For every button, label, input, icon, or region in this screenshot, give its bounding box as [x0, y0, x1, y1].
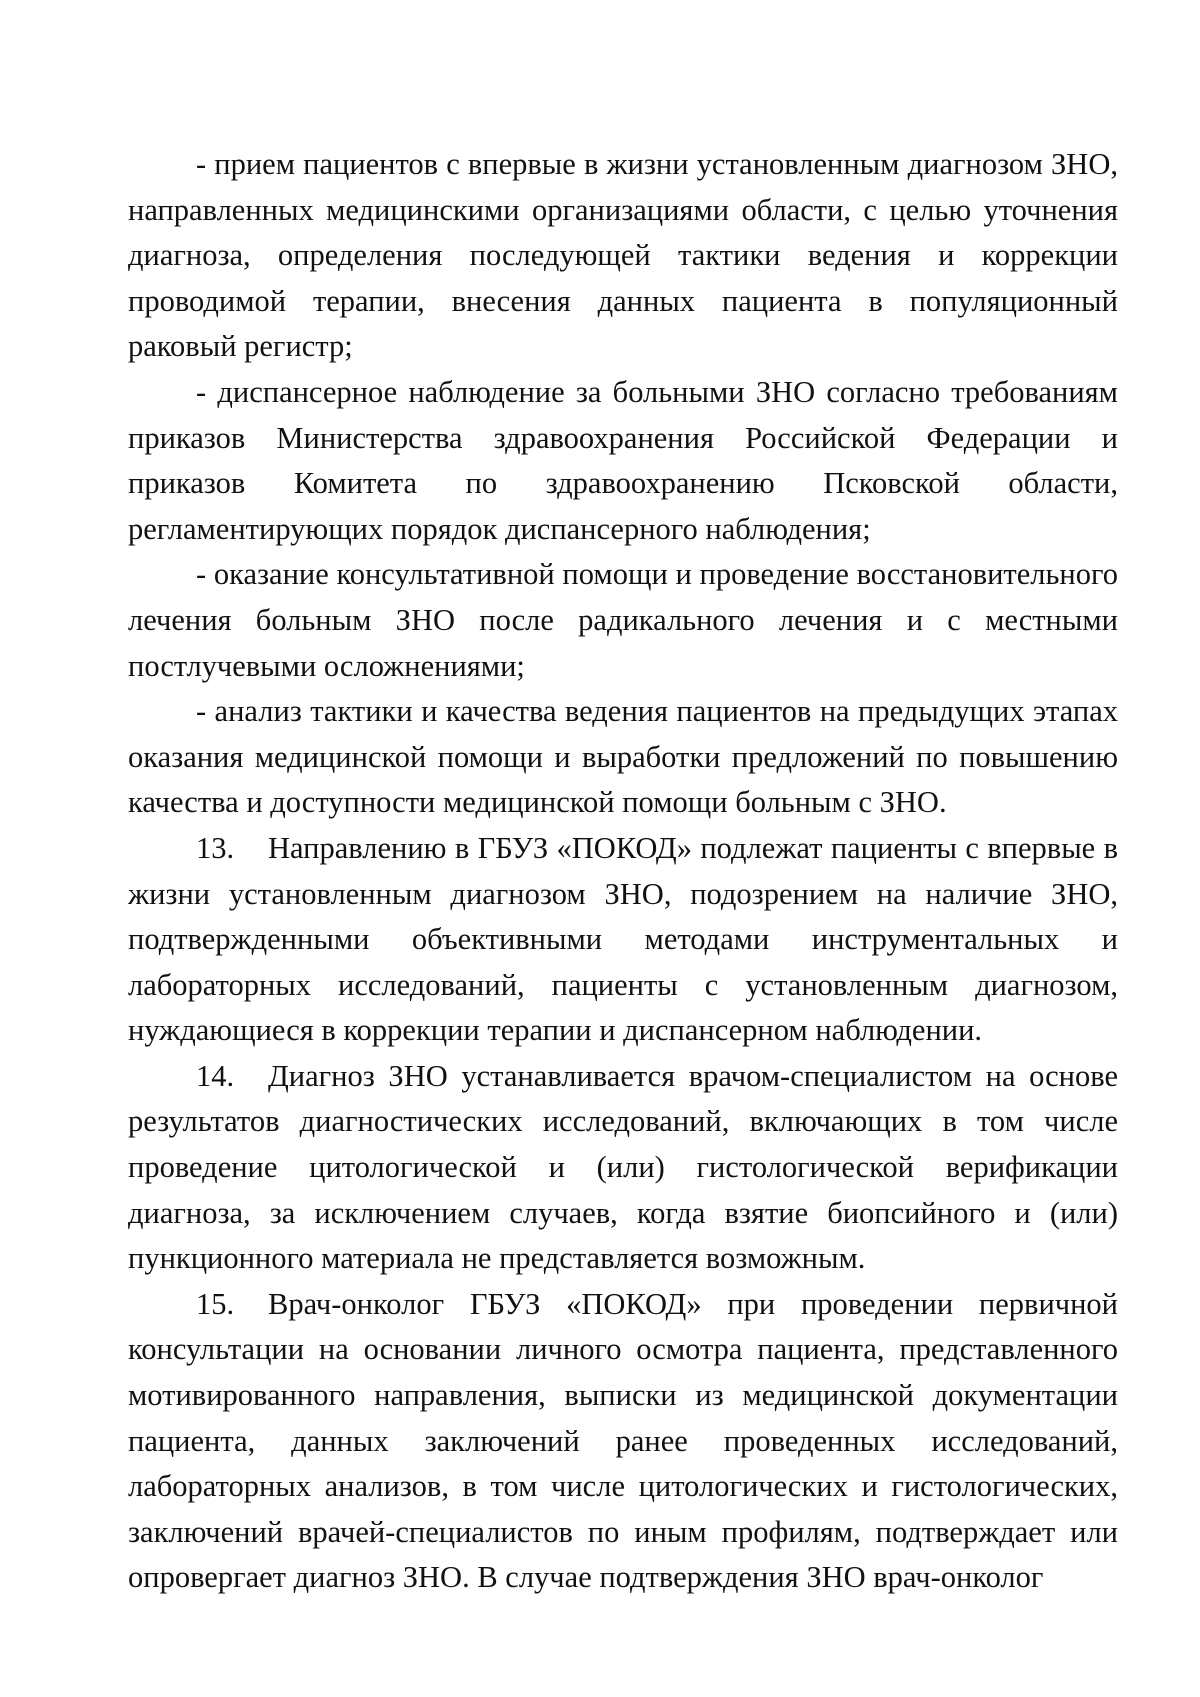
document-page	[128, 142, 1118, 1601]
paragraph-text: Диагноз ЗНО устанавливается врачом-специалистом на основе результатов диагностических исследований, включающих в том числе проведение цитологической и (или) гистологической верификации диагноза, за исключением случаев, когда взятие биопсийного и (или) пункционного материала не представляется возможным.	[128, 1058, 1118, 1276]
item-number: 13.	[196, 830, 235, 865]
paragraph-item-14	[128, 1054, 1118, 1282]
item-number: 15.	[196, 1286, 235, 1321]
paragraph-item-15	[128, 1282, 1118, 1601]
item-number: 14.	[196, 1058, 235, 1093]
paragraph-text: - прием пациентов с впервые в жизни установленным диагнозом ЗНО, направленных медицинскими организациями области, с целью уточнения диагноза, определения последующей тактики ведения и коррекции проводимой терапии, внесения данных пациента в популяционный раковый регистр;	[128, 147, 1118, 364]
paragraph-item-13	[128, 826, 1118, 1054]
paragraph-bullet-3	[128, 552, 1118, 689]
paragraph-bullet-4	[128, 689, 1118, 826]
paragraph-text: Врач-онколог ГБУЗ «ПОКОД» при проведении первичной консультации на основании личного осмотра пациента, представленного мотивированного направления, выписки из медицинской документации пациента, данных заключений ранее проведенных исследований, лабораторных анализов, в том числе цитологических и гистологических, заключений врачей-специалистов по иным профилям, подтверждает или опровергает диагноз ЗНО. В случае подтверждения ЗНО врач-онколог	[128, 1286, 1118, 1595]
paragraph-text: - диспансерное наблюдение за больными ЗНО согласно требованиям приказов Министерства здравоохранения Российской Федерации и приказов Комитета по здравоохранению Псковской области, регламентирующих порядок диспансерного наблюдения;	[128, 374, 1118, 546]
paragraph-text: - оказание консультативной помощи и проведение восстановительного лечения больным ЗНО после радикального лечения и с местными постлучевыми осложнениями;	[128, 557, 1118, 683]
paragraph-bullet-2	[128, 370, 1118, 552]
paragraph-text: Направлению в ГБУЗ «ПОКОД» подлежат пациенты с впервые в жизни установленным диагнозом ЗНО, подозрением на наличие ЗНО, подтвержденными объективными методами инструментальных и лабораторных исследований, пациенты с установленным диагнозом, нуждающиеся в коррекции терапии и диспансерном наблюдении.	[128, 830, 1118, 1048]
paragraph-bullet-1	[128, 142, 1118, 370]
paragraph-text: - анализ тактики и качества ведения пациентов на предыдущих этапах оказания медицинской помощи и выработки предложений по повышению качества и доступности медицинской помощи больным с ЗНО.	[128, 694, 1118, 820]
